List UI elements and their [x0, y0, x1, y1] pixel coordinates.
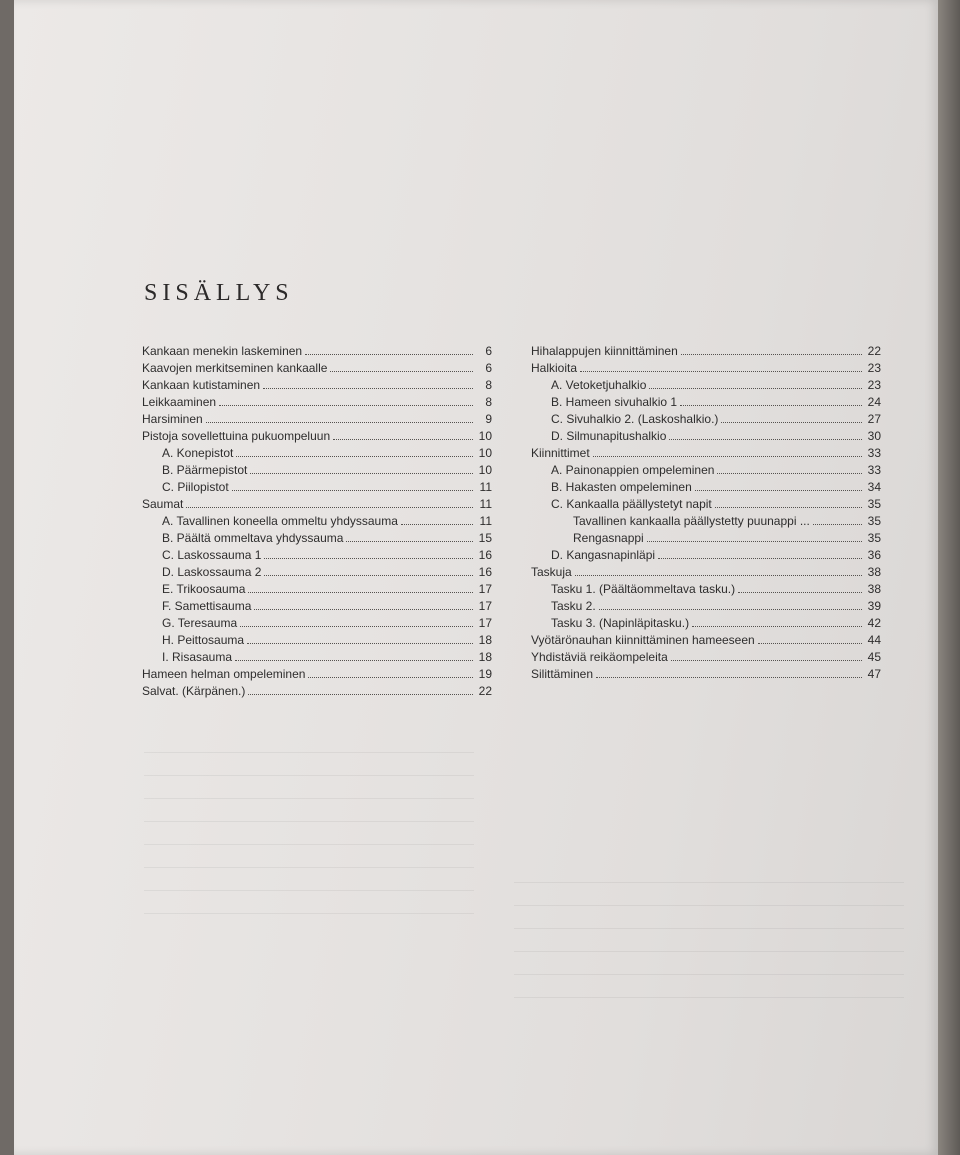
toc-leader-dots [219, 395, 473, 406]
toc-entry-title: Vyötärönauhan kiinnittäminen hameeseen [531, 633, 755, 647]
toc-leader-dots [658, 548, 862, 559]
toc-entry [142, 377, 492, 394]
toc-entry-title: Tasku 3. (Napinläpitasku.) [551, 616, 690, 630]
toc-entry-page: 27 [867, 412, 881, 426]
toc-entry [142, 632, 492, 649]
toc-leader-dots [695, 480, 862, 491]
toc-leader-dots [715, 497, 862, 508]
toc-entry-page: 9 [485, 412, 492, 426]
toc-leader-dots [669, 429, 862, 440]
toc-entry [142, 564, 492, 581]
toc-entry-title: Pistoja sovellettuina pukuompeluun [142, 429, 331, 443]
toc-leader-dots [813, 514, 862, 525]
toc-leader-dots [232, 480, 473, 491]
toc-entry-page: 38 [867, 565, 881, 579]
toc-entry-page: 11 [479, 514, 492, 528]
toc-entry [531, 445, 881, 462]
toc-entry-page: 23 [867, 378, 881, 392]
toc-entry [142, 479, 492, 496]
toc-entry-page: 19 [478, 667, 492, 681]
toc-entry-title: Saumat [142, 497, 184, 511]
toc-leader-dots [596, 667, 862, 678]
toc-leader-dots [721, 412, 862, 423]
toc-entry [531, 462, 881, 479]
toc-leader-dots [593, 446, 862, 457]
toc-leader-dots [346, 531, 473, 542]
toc-leader-dots [738, 582, 862, 593]
toc-entry [142, 615, 492, 632]
toc-left-column [142, 343, 492, 700]
toc-entry [142, 547, 492, 564]
toc-leader-dots [758, 633, 862, 644]
page-edge [938, 0, 960, 1155]
toc-entry-title: A. Tavallinen koneella ommeltu yhdyssauma [162, 514, 398, 528]
toc-entry-page: 47 [867, 667, 881, 681]
toc-entry-page: 39 [867, 599, 881, 613]
toc-entry [142, 394, 492, 411]
toc-leader-dots [330, 361, 473, 372]
toc-entry [142, 598, 492, 615]
toc-leader-dots [240, 616, 473, 627]
toc-entry-title: Leikkaaminen [142, 395, 217, 409]
toc-entry-page: 16 [478, 565, 492, 579]
toc-entry [531, 598, 881, 615]
toc-entry-title: E. Trikoosauma [162, 582, 246, 596]
toc-entry-page: 18 [478, 633, 492, 647]
toc-entry-title: Hameen helman ompeleminen [142, 667, 306, 681]
toc-leader-dots [235, 650, 473, 661]
toc-entry [142, 411, 492, 428]
toc-leader-dots [680, 395, 862, 406]
toc-entry-title: B. Päärmepistot [162, 463, 248, 477]
toc-entry-title: Kankaan kutistaminen [142, 378, 261, 392]
toc-leader-dots [247, 633, 473, 644]
toc-entry-title: Tasku 2. [551, 599, 596, 613]
toc-entry [531, 479, 881, 496]
toc-leader-dots [649, 378, 862, 389]
toc-entry-title: H. Peittosauma [162, 633, 245, 647]
toc-entry-page: 6 [485, 361, 492, 375]
toc-entry-page: 17 [478, 616, 492, 630]
toc-entry [142, 360, 492, 377]
toc-right-column [531, 343, 881, 683]
toc-entry-page: 11 [479, 497, 492, 511]
toc-entry-title: B. Päältä ommeltava yhdyssauma [162, 531, 344, 545]
toc-entry-page: 35 [867, 514, 881, 528]
toc-entry [142, 581, 492, 598]
toc-entry-title: Harsiminen [142, 412, 203, 426]
toc-entry [531, 615, 881, 632]
toc-entry-page: 17 [478, 599, 492, 613]
toc-entry-page: 18 [478, 650, 492, 664]
toc-entry-title: B. Hakasten ompeleminen [551, 480, 692, 494]
show-through-text-left [144, 730, 474, 1110]
toc-entry [531, 564, 881, 581]
toc-entry-title: A. Painonappien ompeleminen [551, 463, 715, 477]
toc-entry [531, 666, 881, 683]
toc-entry-page: 24 [867, 395, 881, 409]
toc-entry-page: 33 [867, 463, 881, 477]
toc-entry-page: 6 [485, 344, 492, 358]
toc-entry-page: 35 [867, 497, 881, 511]
toc-leader-dots [580, 361, 862, 372]
toc-entry [531, 547, 881, 564]
toc-entry-title: Kankaan menekin laskeminen [142, 344, 303, 358]
toc-entry-page: 15 [478, 531, 492, 545]
toc-entry-title: A. Vetoketjuhalkio [551, 378, 647, 392]
toc-leader-dots [186, 497, 473, 508]
toc-entry [531, 360, 881, 377]
toc-leader-dots [206, 412, 473, 423]
toc-entry [531, 394, 881, 411]
toc-entry-page: 34 [867, 480, 881, 494]
toc-leader-dots [248, 684, 473, 695]
toc-entry-title: C. Kankaalla päällystetyt napit [551, 497, 712, 511]
toc-entry [142, 428, 492, 445]
toc-entry [142, 343, 492, 360]
toc-entry [531, 343, 881, 360]
toc-leader-dots [681, 344, 862, 355]
toc-entry-title: I. Risasauma [162, 650, 233, 664]
toc-leader-dots [263, 378, 473, 389]
toc-entry [531, 581, 881, 598]
toc-entry-title: D. Laskossauma 2 [162, 565, 262, 579]
toc-leader-dots [264, 565, 473, 576]
toc-entry-page: 17 [478, 582, 492, 596]
toc-entry-page: 10 [478, 463, 492, 477]
toc-entry-title: Silittäminen [531, 667, 594, 681]
toc-leader-dots [692, 616, 862, 627]
toc-entry-title: B. Hameen sivuhalkio 1 [551, 395, 678, 409]
toc-entry [142, 683, 492, 700]
toc-entry-title: Taskuja [531, 565, 572, 579]
toc-entry-title: Rengasnappi [573, 531, 644, 545]
toc-entry-title: C. Piilopistot [162, 480, 229, 494]
toc-leader-dots [305, 344, 473, 355]
toc-entry-page: 35 [867, 531, 881, 545]
toc-entry-page: 11 [479, 480, 492, 494]
toc-entry-title: D. Silmunapitushalkio [551, 429, 667, 443]
toc-entry-title: Tavallinen kankaalla päällystetty puunappi ... [573, 514, 810, 528]
toc-entry-title: Yhdistäviä reikäompeleita [531, 650, 668, 664]
toc-leader-dots [264, 548, 473, 559]
toc-entry-page: 38 [867, 582, 881, 596]
toc-entry-page: 10 [478, 446, 492, 460]
toc-entry [531, 411, 881, 428]
toc-leader-dots [599, 599, 862, 610]
toc-entry [142, 462, 492, 479]
toc-entry [531, 632, 881, 649]
toc-entry [531, 496, 881, 513]
toc-entry-title: C. Sivuhalkio 2. (Laskoshalkio.) [551, 412, 719, 426]
toc-entry-title: C. Laskossauma 1 [162, 548, 262, 562]
toc-entry [531, 377, 881, 394]
toc-leader-dots [308, 667, 473, 678]
toc-entry [531, 428, 881, 445]
toc-entry-page: 33 [867, 446, 881, 460]
toc-entry-page: 8 [485, 395, 492, 409]
toc-entry [142, 445, 492, 462]
toc-leader-dots [401, 514, 473, 525]
toc-entry-title: Halkioita [531, 361, 578, 375]
toc-entry-page: 23 [867, 361, 881, 375]
toc-leader-dots [250, 463, 473, 474]
toc-leader-dots [333, 429, 473, 440]
toc-entry-page: 30 [867, 429, 881, 443]
toc-leader-dots [248, 582, 473, 593]
toc-leader-dots [236, 446, 473, 457]
toc-entry-title: Tasku 1. (Päältäommeltava tasku.) [551, 582, 736, 596]
toc-leader-dots [647, 531, 862, 542]
toc-entry-title: G. Teresauma [162, 616, 238, 630]
toc-leader-dots [254, 599, 473, 610]
toc-entry-title: Kaavojen merkitseminen kankaalle [142, 361, 328, 375]
toc-entry-page: 36 [867, 548, 881, 562]
toc-entry [142, 530, 492, 547]
page-title: SISÄLLYS [144, 280, 294, 306]
toc-entry-title: Salvat. (Kärpänen.) [142, 684, 246, 698]
toc-entry [531, 530, 881, 547]
toc-entry [142, 666, 492, 683]
toc-entry-page: 8 [485, 378, 492, 392]
toc-entry-title: F. Samettisauma [162, 599, 252, 613]
toc-entry-page: 42 [867, 616, 881, 630]
show-through-text-right [514, 860, 904, 1110]
toc-leader-dots [717, 463, 862, 474]
toc-entry-page: 45 [867, 650, 881, 664]
toc-entry [142, 496, 492, 513]
toc-entry [531, 513, 881, 530]
toc-entry-page: 22 [478, 684, 492, 698]
toc-entry-title: A. Konepistot [162, 446, 234, 460]
toc-entry-title: Kiinnittimet [531, 446, 590, 460]
toc-entry [142, 649, 492, 666]
toc-leader-dots [575, 565, 862, 576]
toc-entry-page: 16 [478, 548, 492, 562]
toc-entry-page: 22 [867, 344, 881, 358]
toc-entry-title: D. Kangasnapinläpi [551, 548, 656, 562]
toc-entry [142, 513, 492, 530]
toc-entry-title: Hihalappujen kiinnittäminen [531, 344, 678, 358]
toc-leader-dots [671, 650, 862, 661]
toc-entry-page: 44 [867, 633, 881, 647]
toc-entry-page: 10 [478, 429, 492, 443]
toc-entry [531, 649, 881, 666]
